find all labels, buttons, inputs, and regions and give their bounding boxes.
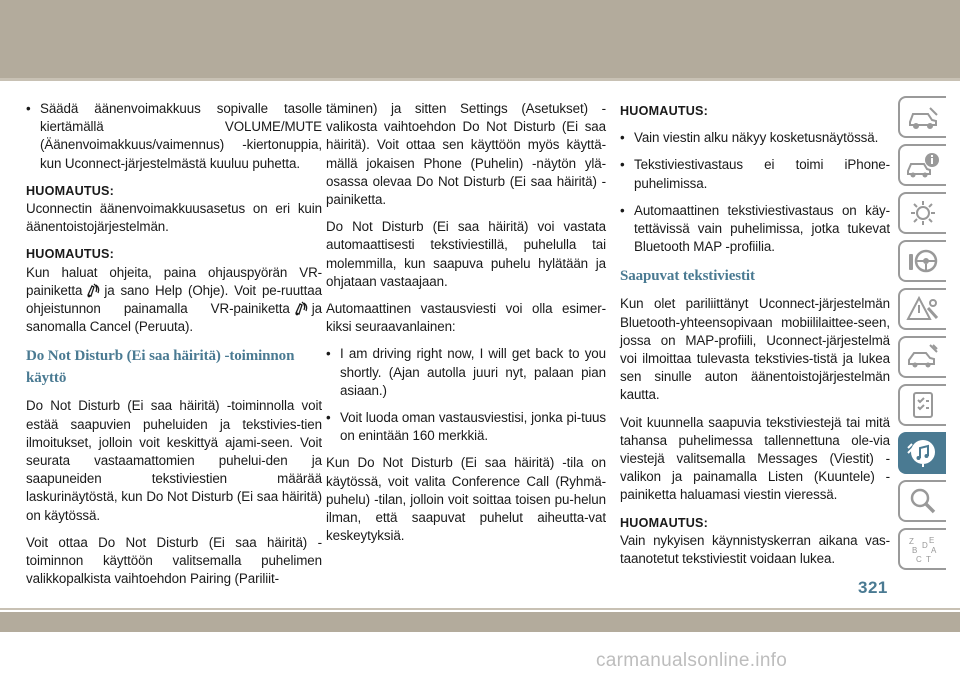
note-title: HUOMAUTUS:	[26, 183, 115, 198]
bullet-item: • Voit luoda oman vastausviestisi, jonka pi-tuus on enintään 160 merkkiä.	[326, 409, 606, 445]
watermark: carmanualsonline.info	[596, 650, 788, 671]
tab-service[interactable]	[898, 384, 946, 426]
note-help-part2: ja sano Help (Ohje). Voit pe-ruuttaa ohjeistunnon painamalla VR-painiketta	[26, 282, 322, 317]
steering-wheel-icon	[906, 246, 940, 276]
tab-steering[interactable]	[898, 240, 946, 282]
bottom-band	[0, 612, 960, 632]
top-band	[0, 0, 960, 78]
tab-index[interactable]	[898, 528, 946, 570]
chapter-tabs	[898, 96, 946, 576]
index-letter: D	[922, 541, 928, 550]
paragraph: Do Not Disturb (Ei saa häiritä) voi vastata automaattisesti tekstiviestillä, puhelulla tai molemmilla, kun saapuva puhelu hylätään ja ohjataan vastaajaan.	[326, 219, 606, 289]
paragraph: Automaattinen vastausviesti voi olla esimer-kiksi seuraavanlainen:	[326, 301, 606, 335]
bullet-volume: • Säädä äänenvoimakkuus sopivalle tasolle kiertämällä VOLUME/MUTE (Äänenvoimakkuus/vaimennus) -kiertonuppia, kun Uconnect-järjestelmästä kuuluu puhetta.	[26, 100, 322, 173]
index-letter: Z	[909, 537, 914, 546]
bullet-item: • Automaattinen tekstiviestivastaus on käy-tettävissä vain puhelimissa, jotka tukevat Bluetooth MAP -profiilia.	[620, 202, 890, 257]
index-icon	[906, 534, 940, 564]
warning-triangle-icon	[906, 294, 940, 324]
service-checklist-icon	[906, 390, 940, 420]
voice-recognition-icon	[85, 283, 101, 298]
paragraph: Voit ottaa Do Not Disturb (Ei saa häiritä) -toiminnon käyttöön valitsemalla puhelimen valikkopalkista vaihtoehdon Pairing (Pariliit-	[26, 534, 322, 587]
bottom-divider	[0, 608, 960, 610]
note-text: Uconnectin äänenvoimakkuusasetus on eri kuin äänentoistojärjestelmän.	[26, 201, 322, 235]
paragraph: Do Not Disturb (Ei saa häiritä) -toiminnolla voit estää saapuvien puheluiden ja tekstivies-tien ilmoitukset, jolloin voit keskittyä ajami-seen. Voit seurata vastaamattomien puhelui-den ja saapuneiden tekstiviestien määrää laskurinäytöstä, kun Do Not Disturb (Ei saa häiritä) on käytössä.	[26, 398, 322, 523]
bullet-item: • Tekstiviestivastaus ei toimi iPhone-puhelimissa.	[620, 156, 890, 192]
tab-car-info[interactable]	[898, 144, 946, 186]
paragraph: Kun Do Not Disturb (Ei saa häiritä) -tila on käytössä, voit valita Conference Call (Ryhmä-puhelu) -tilan, jolloin voit soittaa toisen pu-helun ilman, että saapuvat puhelut aiheutta-vat keskeytyksiä.	[326, 455, 606, 544]
bullet-item: • I am driving right now, I will get back to you shortly. (Ajan autolla juuri nyt, palaan pian asiaan.)	[326, 345, 606, 400]
top-divider	[0, 78, 960, 81]
search-icon	[906, 486, 940, 516]
note-help-part3: ja sanomalla Cancel (Peruuta).	[26, 301, 322, 335]
index-letter: T	[926, 555, 931, 564]
index-letter: B	[912, 546, 918, 555]
note-title: HUOMAUTUS:	[620, 515, 709, 530]
dashboard-light-icon	[906, 198, 940, 228]
tab-warning[interactable]	[898, 288, 946, 330]
index-letter: A	[931, 546, 937, 555]
note-title: HUOMAUTUS:	[620, 104, 709, 118]
paragraph: täminen) ja sitten Settings (Asetukset) -valikosta vaihtoehdon Do Not Disturb (Ei saa häiritä). Voit ottaa sen käyttöön myös käyttä-mällä jokaisen Phone (Puhelin) -näytön ylä-osassa olevaa Do Not Disturb (Ei saa häiritä) -painiketta.	[326, 101, 606, 208]
car-info-icon	[906, 150, 940, 180]
index-letter: E	[929, 536, 935, 545]
note-help	[26, 264, 322, 337]
column-1	[26, 100, 322, 597]
tools-icon	[906, 342, 940, 372]
column-2	[326, 100, 606, 554]
tab-search[interactable]	[898, 480, 946, 522]
multimedia-icon	[906, 438, 940, 468]
bullet-item: • Vain viestin alku näkyy kosketusnäytössä.	[620, 129, 890, 147]
section-title-messages: Saapuvat tekstiviestit	[620, 268, 755, 285]
section-title-dnd: Do Not Disturb (Ei saa häiritä) -toiminnon käyttö	[26, 348, 295, 387]
page-number: 321	[858, 578, 888, 597]
paragraph: Voit kuunnella saapuvia tekstiviestejä tai mitä tahansa puhelimessa tallennettuna ole-via viestejä valitsemalla Messages (Viestit) -valikon ja painamalla Listen (Kuuntele) -painiketta haluamasi viestin vieressä.	[620, 414, 890, 503]
tab-multimedia[interactable]	[898, 432, 946, 474]
tab-car[interactable]	[898, 96, 946, 138]
tab-tools[interactable]	[898, 336, 946, 378]
note-help-part1: Kun haluat ohjeita, paina ohjauspyörän VR-painiketta	[26, 264, 322, 298]
note-title: HUOMAUTUS:	[26, 247, 115, 262]
voice-recognition-icon	[293, 301, 309, 316]
note-text: Vain nykyisen käynnistyskerran aikana vas-taanotetut tekstiviestit voidaan lukea.	[620, 532, 890, 567]
car-icon	[906, 102, 940, 132]
column-3	[620, 100, 890, 577]
index-letter: C	[916, 555, 922, 564]
paragraph: Kun olet pariliittänyt Uconnect-järjestelmän Bluetooth-yhteensopivaan mobiililaittee-seen, jossa on MAP-profiili, Uconnect-järjestelmä voi ilmoittaa tulevasta tekstivies-tistä ja lukea sen sinulle auton äänentoistojärjestelmän kautta.	[620, 296, 890, 403]
tab-dashboard-lights[interactable]	[898, 192, 946, 234]
